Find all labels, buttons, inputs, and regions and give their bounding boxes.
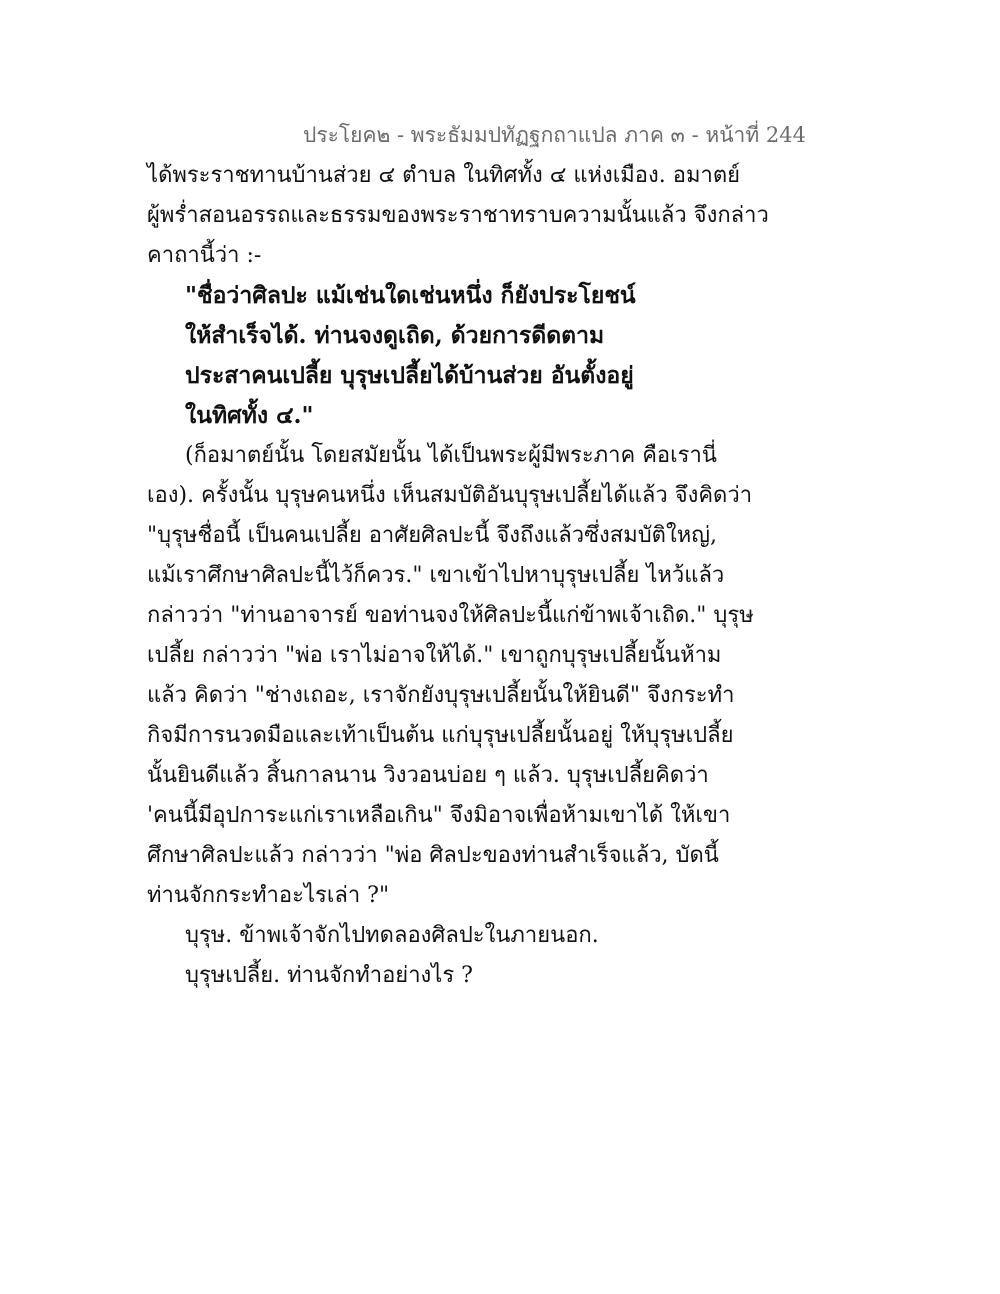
text-line: กิจมีการนวดมือและเท้าเป็นต้น แก่บุรุษเปลี้ยนั้นอยู่ ให้บุรุษเปลี้ย [147,723,734,748]
text-line: ผู้พร่ำสอนอรรถและธรรมของพระราชาทราบความนั้นแล้ว จึงกล่าว [147,203,769,228]
text-line: เอง). ครั้งนั้น บุรุษคนหนึ่ง เห็นสมบัติอันบุรุษเปลี้ยได้แล้ว จึงคิดว่า [147,483,753,508]
dialogue [147,916,707,996]
text-line: ได้พระราชทานบ้านส่วย ๔ ตำบล ในทิศทั้ง ๔ แห่งเมือง. อมาตย์ [147,163,740,188]
text-line: "บุรุษชื่อนี้ เป็นคนเปลี้ย อาศัยศิลปะนี้ จึงถึงแล้วซึ่งสมบัติใหญ่, [147,523,717,548]
text-line: คาถานี้ว่า :- [147,243,262,268]
verse-line: "ชื่อว่าศิลปะ แม้เช่นใดเช่นหนึ่ง ก็ยังประโยชน์ [185,282,636,309]
verse-stanza [147,276,707,436]
text-line: เปลี้ย กล่าวว่า "พ่อ เราไม่อาจให้ได้." เขาถูกบุรุษเปลี้ยนั้นห้าม [147,643,722,668]
dialogue-line: บุรุษเปลี้ย. ท่านจักทำอย่างไร ? [185,963,473,988]
text-line: นั้นยินดีแล้ว สิ้นกาลนาน วิงวอนบ่อย ๆ แล้ว. บุรุษเปลี้ยคิดว่า [147,763,709,788]
paragraph-2 [147,436,754,916]
text-line: ศึกษาศิลปะแล้ว กล่าวว่า "พ่อ ศิลปะของท่านสำเร็จแล้ว, บัดนี้ [147,843,719,868]
paragraph-1 [147,156,769,276]
dialogue-line: บุรุษ. ข้าพเจ้าจักไปทดลองศิลปะในภายนอก. [185,923,599,948]
text-line: 'คนนี้มีอุปการะแก่เราเหลือเกิน" จึงมิอาจเพื่อห้ามเขาได้ ให้เขา [147,803,731,828]
text-line: ท่านจักกระทำอะไรเล่า ?" [147,883,390,908]
verse-line: ในทิศทั้ง ๔." [185,402,314,429]
text-line: แล้ว คิดว่า "ช่างเถอะ, เราจักยังบุรุษเปลี้ยนั้นให้ยินดี" จึงกระทำ [147,683,735,708]
verse-line: ประสาคนเปลี้ย บุรุษเปลี้ยได้บ้านส่วย อันตั้งอยู่ [185,362,634,389]
verse-line: ให้สำเร็จได้. ท่านจงดูเถิด, ด้วยการดีดตาม [185,322,605,349]
running-header: ประโยค๒ - พระธัมมปทัฏฐกถาแปล ภาค ๓ - หน้าที่ 244 [303,123,806,147]
text-line: กล่าวว่า "ท่านอาจารย์ ขอท่านจงให้ศิลปะนี้แก่ข้าพเจ้าเถิด." บุรุษ [147,603,754,628]
text-line: (ก็อมาตย์นั้น โดยสมัยนั้น ได้เป็นพระผู้มีพระภาค คือเรานี่ [185,443,717,468]
text-line: แม้เราศึกษาศิลปะนี้ไว้ก็ควร." เขาเข้าไปหาบุรุษเปลี้ย ไหว้แล้ว [147,563,725,588]
